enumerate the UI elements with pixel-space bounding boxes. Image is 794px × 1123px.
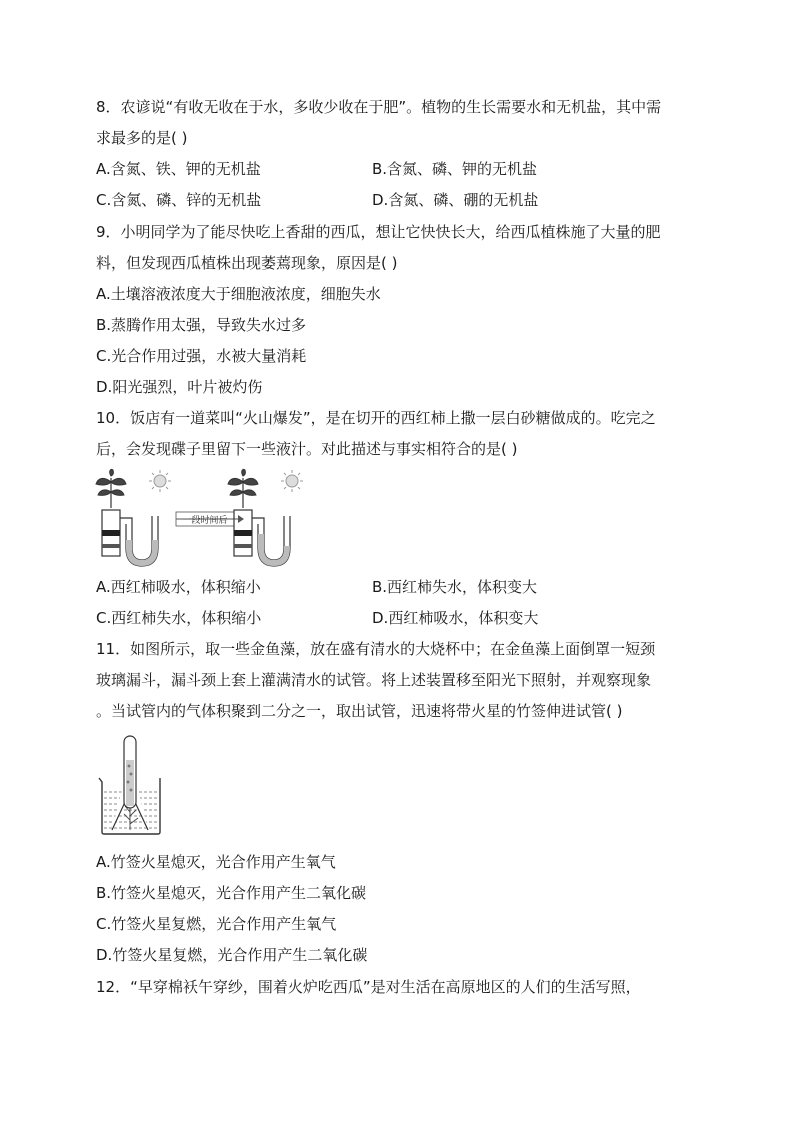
q10-option-b: B.西红柿失水，体积变大 <box>372 578 538 596</box>
q11-stem-line2: 玻璃漏斗，漏斗颈上套上灌满清水的试管。将上述装置移至阳光下照射，并观察现象 <box>96 671 652 689</box>
q10-stem-line2: 后，会发现碟子里留下一些液汁。对此描述与事实相符合的是( ) <box>96 440 518 458</box>
q12-stem-line1: 12．“早穿棉袄午穿纱，围着火炉吃西瓜”是对生活在高原地区的人们的生活写照， <box>96 978 641 996</box>
q9-stem-line1: 9．小明同学为了能尽快吃上香甜的西瓜，想让它快快长大，给西瓜植株施了大量的肥 <box>96 223 661 241</box>
sun-icon <box>281 470 303 492</box>
q9-option-a: A.土壤溶液浓度大于细胞液浓度，细胞失水 <box>96 285 381 303</box>
q10-option-d: D.西红柿吸水，体积变大 <box>372 609 539 627</box>
plant-icon <box>96 469 126 508</box>
q8-option-a: A.含氮、铁、钾的无机盐 <box>96 160 261 178</box>
plant-icon <box>228 469 258 508</box>
q10-option-a: A.西红柿吸水，体积缩小 <box>96 578 261 596</box>
q11-option-a: A.竹签火星熄灭，光合作用产生氧气 <box>96 853 336 871</box>
q8-option-d: D.含氮、磷、硼的无机盐 <box>372 191 539 209</box>
q9-option-b: B.蒸腾作用太强，导致失水过多 <box>96 316 307 334</box>
plant-icon <box>124 806 138 830</box>
q8-option-c: C.含氮、磷、锌的无机盐 <box>96 191 262 209</box>
left-setup <box>96 469 171 566</box>
q10-figure-label: 一段时间后 <box>182 516 228 526</box>
q11-apparatus-figure <box>96 734 168 838</box>
sun-icon <box>149 470 171 492</box>
q10-option-c: C.西红柿失水，体积缩小 <box>96 609 262 627</box>
q8-stem-line2: 求最多的是( ) <box>96 129 188 147</box>
q11-option-c: C.竹签火星复燃，光合作用产生氧气 <box>96 915 337 933</box>
q11-stem-line1: 11．如图所示，取一些金鱼藻，放在盛有清水的大烧杯中；在金鱼藻上面倒罩一短颈 <box>96 640 656 658</box>
q11-stem-line3: 。当试管内的气体积聚到二分之一，取出试管，迅速将带火星的竹签伸进试管( ) <box>96 702 623 720</box>
q11-option-d: D.竹签火星复燃，光合作用产生二氧化碳 <box>96 946 368 964</box>
q11-option-b: B.竹签火星熄灭，光合作用产生二氧化碳 <box>96 884 367 902</box>
q10-experiment-figure <box>92 468 318 568</box>
q10-stem-line1: 10．饭店有一道菜叫“火山爆发”，是在切开的西红柿上撒一层白砂糖做成的。吃完之 <box>96 409 656 427</box>
q9-option-c: C.光合作用过强，水被大量消耗 <box>96 347 307 365</box>
q9-option-d: D.阳光强烈，叶片被灼伤 <box>96 378 263 396</box>
q8-option-b: B.含氮、磷、钾的无机盐 <box>372 160 538 178</box>
q8-stem-line1: 8．农谚说“有收无收在于水，多收少收在于肥”。植物的生长需要水和无机盐，其中需 <box>96 98 662 116</box>
q9-stem-line2: 料，但发现西瓜植株出现萎蔫现象，原因是( ) <box>96 254 398 272</box>
